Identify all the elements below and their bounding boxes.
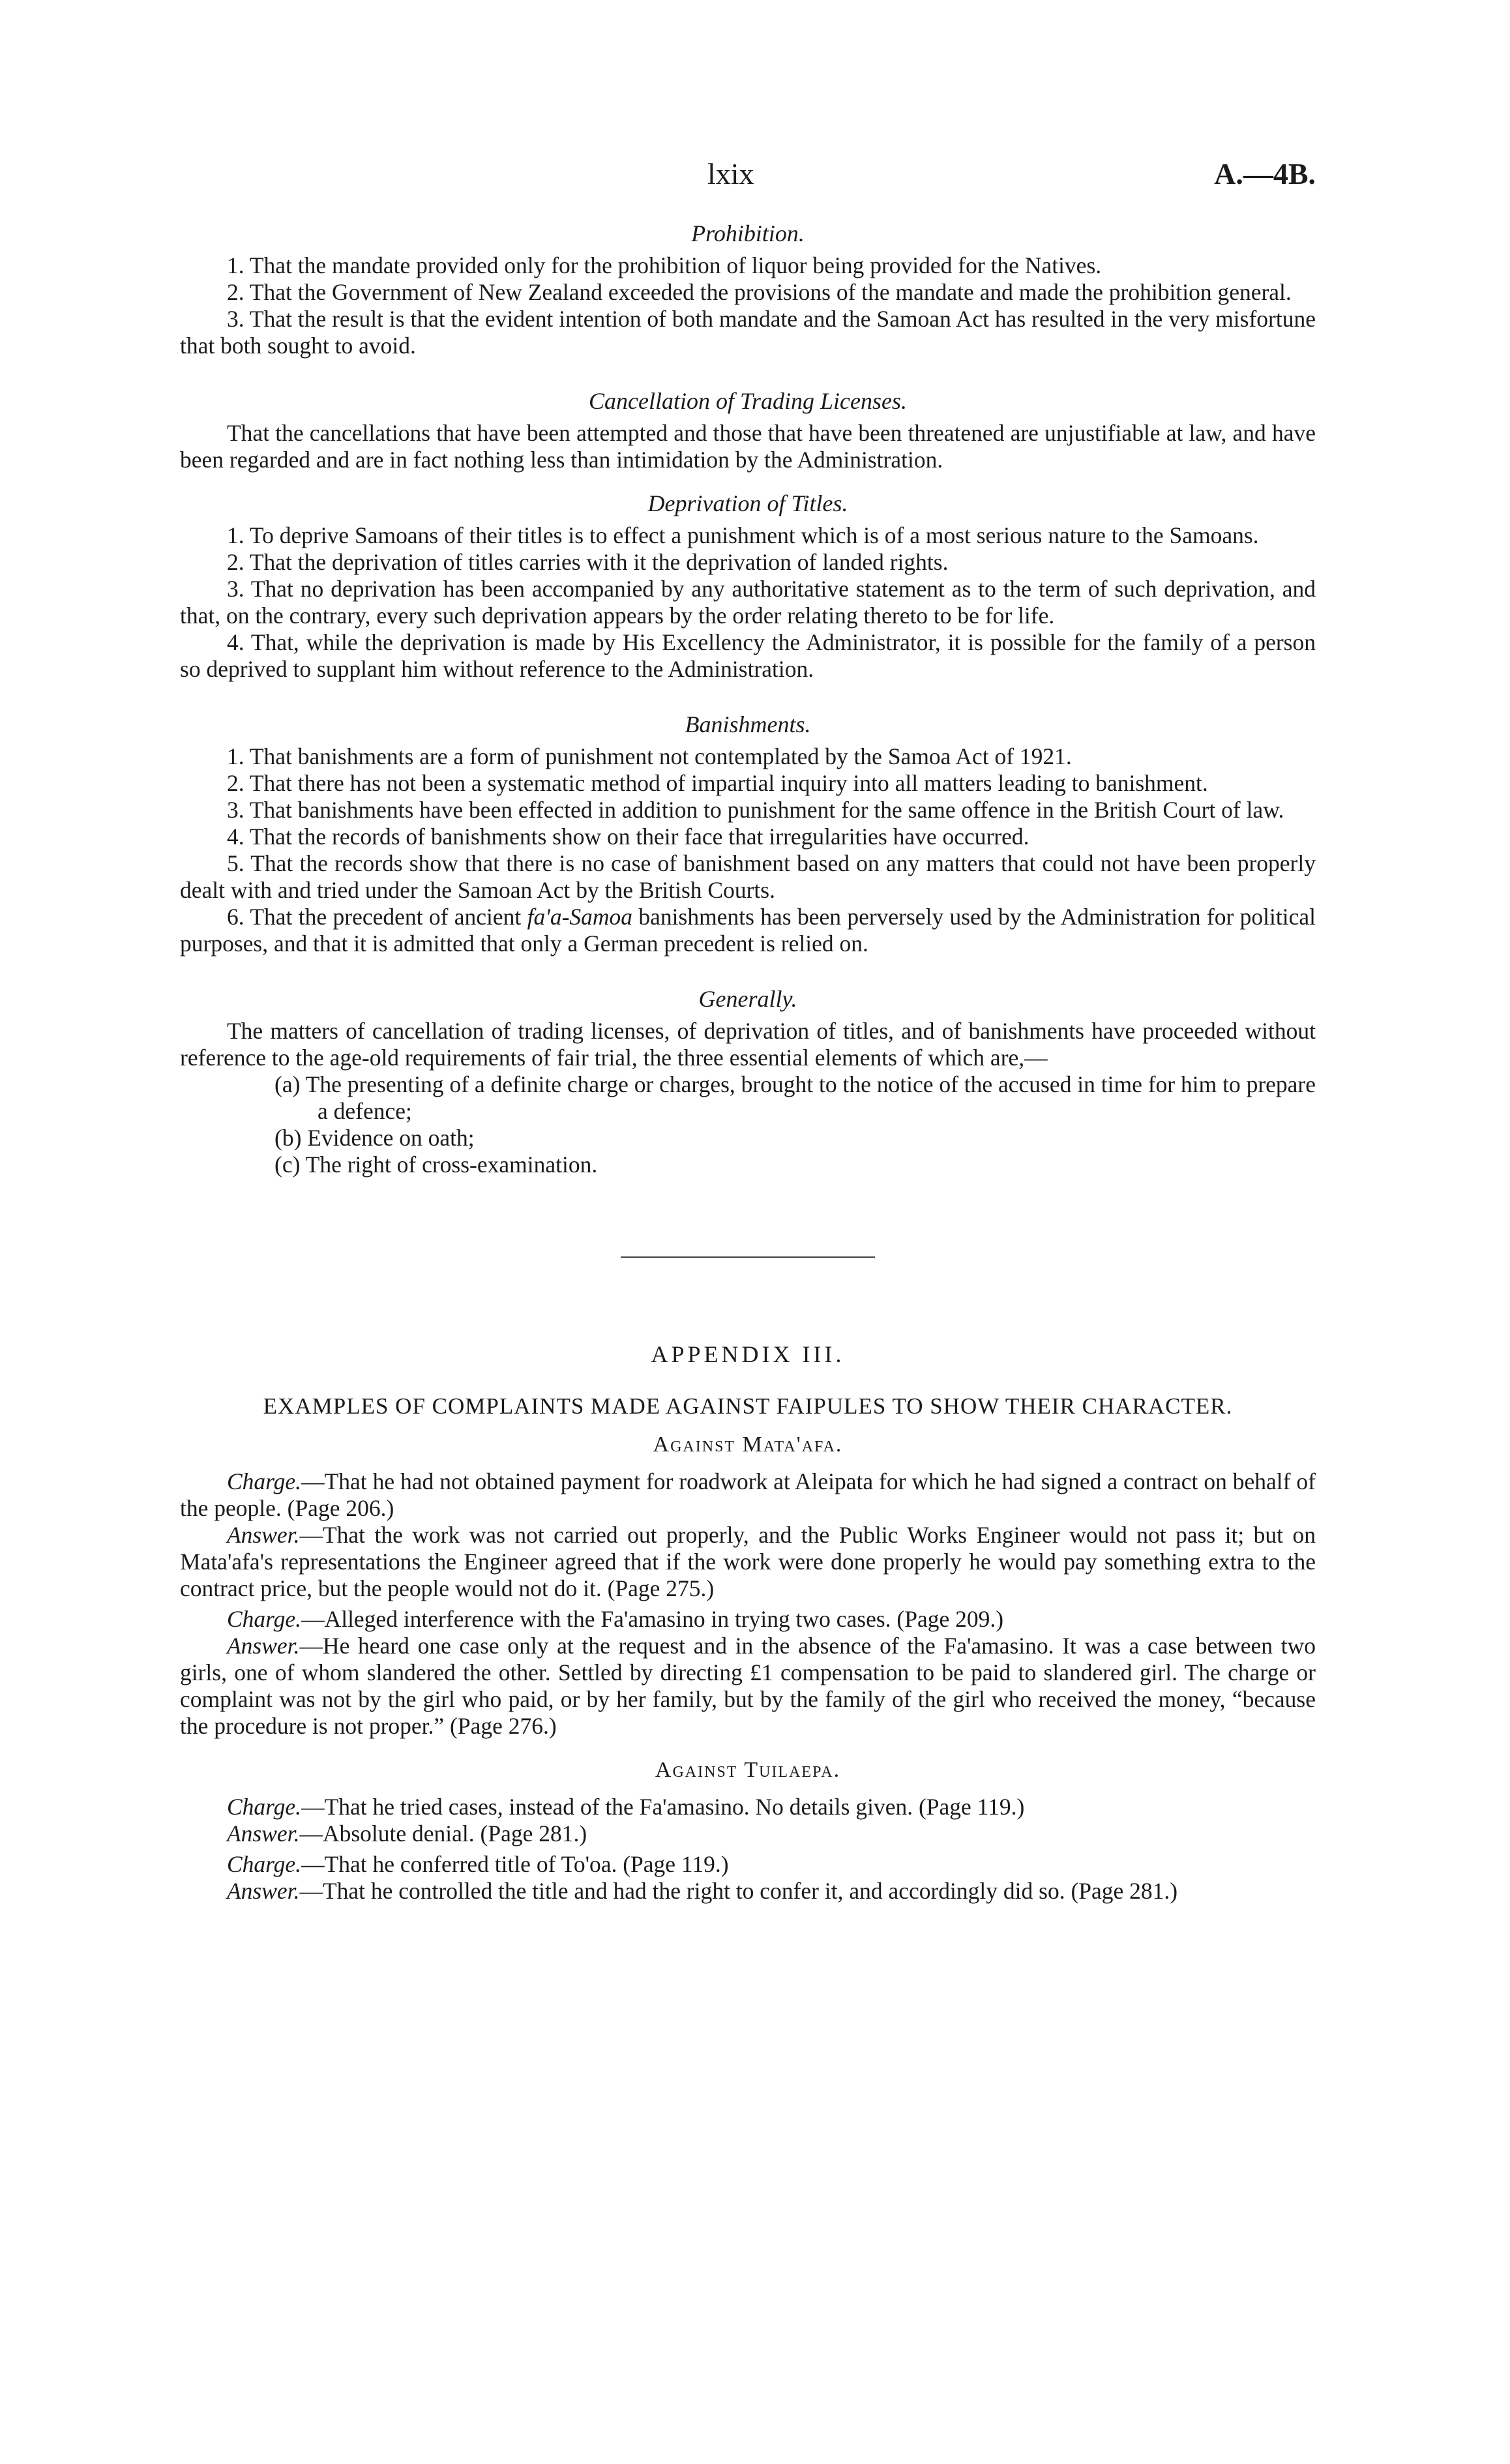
section-prohibition — [180, 220, 1316, 359]
appendix-subtitle: EXAMPLES OF COMPLAINTS MADE AGAINST FAIPULES TO SHOW THEIR CHARACTER. — [263, 1393, 1233, 1419]
mataafa-answer-1 — [180, 1522, 1316, 1602]
document-reference: A.—4B. — [1214, 157, 1316, 190]
deprivation-item-2: 2. That the deprivation of titles carries with it the deprivation of landed rights. — [227, 549, 949, 575]
heading-cancellation: Cancellation of Trading Licenses. — [588, 388, 907, 414]
banishments-item-1: 1. That banishments are a form of punishment not contemplated by the Samoa Act of 1921. — [227, 743, 1072, 769]
entry-label: Answer. — [227, 1522, 300, 1548]
entry-text: —That he tried cases, instead of the Fa'amasino. No details given. (Page 119.) — [301, 1794, 1025, 1820]
tuilaepa-answer-1 — [180, 1820, 1316, 1847]
tuilaepa-charge-2 — [180, 1851, 1316, 1878]
tuilaepa-charge-1 — [180, 1794, 1316, 1820]
cancellation-text: That the cancellations that have been attempted and those that have been threatened are unjustifiable at law, and have been regarded and are in fact nothing less than intimidation by the Administration. — [180, 420, 1316, 473]
banishments-item-5: 5. That the records show that there is no case of banishment based on any matters that could not have been properly dealt with and tried under the Samoan Act by the British Courts. — [180, 850, 1316, 903]
entry-label: Answer. — [227, 1633, 300, 1659]
prohibition-item-1: 1. That the mandate provided only for the prohibition of liquor being provided for the Natives. — [227, 252, 1102, 278]
entry-label: Charge. — [227, 1794, 302, 1820]
heading-against-mataafa: Against Mata'afa. — [653, 1432, 843, 1457]
section-against-tuilaepa — [180, 1757, 1316, 1905]
list-item-label: (c) — [274, 1151, 301, 1178]
item-6-after: banishments has been perversely used by the Administration for political purposes, and that it is admitted that only a German precedent is relied on. — [180, 904, 1316, 957]
section-banishments — [180, 711, 1316, 957]
entry-text: —That he had not obtained payment for roadwork at Aleipata for which he had signed a contract on behalf of the people. (Page 206.) — [180, 1468, 1316, 1521]
faa-samoa-term: fa'a-Samoa — [527, 904, 633, 930]
prohibition-item-3: 3. That the result is that the evident intention of both mandate and the Samoan Act has resulted in the very misfortune that both sought to avoid. — [180, 306, 1316, 359]
entry-text: —Absolute denial. (Page 281.) — [299, 1820, 587, 1847]
prohibition-item-2: 2. That the Government of New Zealand exceeded the provisions of the mandate and made the prohibition general. — [227, 279, 1292, 305]
entry-text: —That he conferred title of To'oa. (Page 119.) — [301, 1851, 729, 1877]
entry-label: Answer. — [227, 1878, 300, 1904]
entry-label: Answer. — [227, 1820, 300, 1847]
deprivation-item-1: 1. To deprive Samoans of their titles is to effect a punishment which is of a most serious nature to the Samoans. — [227, 522, 1259, 548]
tuilaepa-answer-2 — [180, 1878, 1316, 1905]
entry-label: Charge. — [227, 1468, 302, 1494]
heading-deprivation: Deprivation of Titles. — [647, 490, 848, 516]
list-item-text: The right of cross-examination. — [305, 1151, 598, 1178]
entry-label: Charge. — [227, 1606, 302, 1632]
section-against-mataafa — [180, 1431, 1316, 1740]
heading-prohibition: Prohibition. — [691, 220, 805, 246]
generally-text: The matters of cancellation of trading licenses, of deprivation of titles, and of banishments have proceeded without reference to the age-old requirements of fair trial, the three essential elements of which are,— — [180, 1018, 1316, 1071]
section-divider — [621, 1256, 875, 1258]
page-content — [180, 220, 1316, 1905]
banishments-item-4: 4. That the records of banishments show on their face that irregularities have occurred. — [227, 824, 1029, 850]
list-item-text: Evidence on oath; — [307, 1125, 475, 1151]
appendix-title: APPENDIX III. — [651, 1341, 845, 1367]
list-item-label: (b) — [274, 1125, 302, 1151]
entry-text: —He heard one case only at the request and in the absence of the Fa'amasino. It was a case between two girls, one of whom slandered the other. Settled by directing £1 compensation to be paid to slandered girl. The charge or complaint was not by the girl who paid, or by her family, but by the family of the girl who received the money, “because the procedure is not proper.” (Page 276.) — [180, 1633, 1316, 1739]
deprivation-item-4: 4. That, while the deprivation is made by His Excellency the Administrator, it is possible for the family of a person so deprived to supplant him without reference to the Administration. — [180, 629, 1316, 682]
section-deprivation — [180, 490, 1316, 683]
section-cancellation — [180, 388, 1316, 473]
page-number: lxix — [707, 157, 754, 190]
fair-trial-elements-list — [180, 1071, 1316, 1178]
banishments-item-6 — [180, 904, 1316, 957]
list-item — [274, 1125, 1316, 1151]
heading-banishments: Banishments. — [685, 711, 811, 737]
heading-against-tuilaepa: Against Tuilaepa. — [655, 1758, 841, 1782]
entry-label: Charge. — [227, 1851, 302, 1877]
list-item — [274, 1071, 1316, 1125]
entry-text: —Alleged interference with the Fa'amasino in trying two cases. (Page 209.) — [301, 1606, 1004, 1632]
list-item — [274, 1151, 1316, 1178]
entry-text: —That the work was not carried out properly, and the Public Works Engineer would not pass it; but on Mata'afa's representations the Engineer agreed that if the work were done properly he would pay something extra to the contract price, but the people would not do it. (Page 275.) — [180, 1522, 1316, 1601]
item-6-before: 6. That the precedent of ancient — [227, 904, 527, 930]
heading-generally: Generally. — [698, 986, 797, 1012]
mataafa-answer-2 — [180, 1633, 1316, 1740]
banishments-item-3: 3. That banishments have been effected in addition to punishment for the same offence in the British Court of law. — [227, 797, 1284, 823]
list-item-text: The presenting of a definite charge or charges, brought to the notice of the accused in time for him to prepare a defence; — [305, 1071, 1316, 1124]
section-generally — [180, 986, 1316, 1178]
banishments-item-2: 2. That there has not been a systematic method of impartial inquiry into all matters leading to banishment. — [227, 770, 1208, 796]
mataafa-charge-1 — [180, 1468, 1316, 1522]
deprivation-item-3: 3. That no deprivation has been accompanied by any authoritative statement as to the term of such deprivation, and that, on the contrary, every such deprivation appears by the order relating thereto to be for life. — [180, 576, 1316, 629]
entry-text: —That he controlled the title and had the right to confer it, and accordingly did so. (Page 281.) — [299, 1878, 1178, 1904]
mataafa-charge-2 — [180, 1606, 1316, 1633]
list-item-label: (a) — [274, 1071, 301, 1097]
